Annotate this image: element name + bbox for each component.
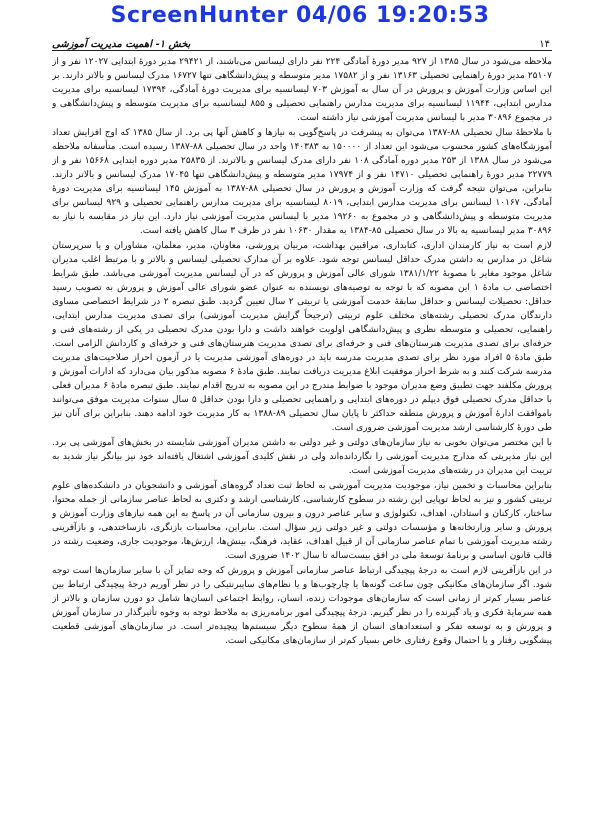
page-number: ۱۴ <box>539 39 550 50</box>
screenshot-watermark: ScreenHunter 04/06 19:20:53 <box>110 3 490 28</box>
paragraph: با این مختصر می‌توان بخوبی به نیاز سازمان‌های دولتی و غیر دولتی به داشتن مدیران آموزشی شایسته در بخش‌های آموزشی پی برد. این نیاز مدیریتی که مدارج مدیریت آموزشی را نگاردانده‌اند ولی در نقش کلیدی آموزشی اشتغال یافته‌اند خود نیز بیانگر نیاز شدید به تربیت این مدیران در رشته‌های مدیریت آموزشی است. <box>52 438 552 476</box>
paragraph: ملاحظه می‌شود در سال ۱۳۸۵ از ۹۲۷ مدیر دورهٔ آمادگی ۲۲۴ نفر دارای لیسانس می‌باشند، از ۲۹۴۲۱ مدیر دورهٔ ابتدایی ۱۲۰۲۷ نفر و از ۲۵۱۰۷ مدیر دورهٔ راهنمایی تحصیلی ۱۳۱۶۳ نفر و از ۱۷۵۸۲ مدیر متوسطه و پیش‌دانشگاهی تنها ۱۶۷۲۷ مدرک لیسانس و بالاتر دارند. بر این اساس وزارت آموزش و پرورش در آن سال به آموزش ۷۰۳ لیسانسیه برای مدیریت دورهٔ آمادگی، ۱۷۳۹۴ لیسانسیه برای مدیریت مدارس ابتدایی، ۱۱۹۴۴ لیسانسیه برای مدیریت مدارس راهنمایی تحصیلی و ۸۵۵ لیسانسیه برای مدیریت متوسطه و پیش‌دانشگاهی و در مجموع ۳۰۸۹۶ مدیر با لیسانس مدیریت آموزشی نیاز داشته است. <box>52 57 552 123</box>
page-body <box>52 55 552 819</box>
paragraph: در این بازآفرینی لازم است به درجهٔ پیچیدگی ارتباط عناصر سازمانی آموزش و پرورش که وجه تمایز آن با سایر سازمان‌ها است توجه شود. اگر سازمان‌های مکانیکی چون ساعت گونه‌ها یا چارچوب‌ها و یا نظام‌های سایبرنتیکی را در نظر آوریم درجهٔ پیچیدگی ارتباط بین عناصر بسیار کم‌تر از زمانی است که سازمان‌های موجودات زنده، انسان، روابط اجتماعی انسان‌ها شامل دو دورن سازمان و بالاتر از همه سرمایهٔ فکری و یاد گیرنده را در نظر گیریم. درجهٔ پیچیدگی امور برنامه‌ریزی به ملاحظ توجه به وجوه تأثیرگذار در سازمان آموزش و پرورش و به توسعه تفکر و استعدادهای انسان از همهٔ سطوح دیگر سیستم‌ها پیچیده‌تر است. در سازمان‌های آموزشی قطعیت پیشگویی رفتار و یا احتمال وقوع رفتاری خاص بسیار کم‌تر از سازمان‌های مکانیکی است. <box>52 566 552 646</box>
paragraph: بنابراین محاسبات و تخمین نیاز، موجودیت مدیریت آموزشی به لحاظ ثبت تعداد گروه‌های آموزشی و دانشجویان در دانشکده‌های علوم تربیتی کشور و نیز به لحاظ توپایی این رشته در سطوح کارشناسی، کارشناسی ارشد و دکتری به لحاظ عناصر سازمانی از جمله محتوا، ساختار، کارکنان و استادان، اهداف، تکنولوژی و سایر عناصر درون و بیرون سازمانی آن در پاسخ به این همه نیازهای وزارت آموزش و پرورش و سایر وزارتخانه‌ها و مؤسسات دولتی و غیر دولتی زیر سؤال است. بنابراین، محاسبات بازنگری، بازساختدهی، و بازآفرینی رشته مدیریت آموزشی با تمام عناصر سازمانی آن از قبیل اهداف، عقاید، فرهنگ، بینش‌ها، ارزش‌ها، موجودیت جاری، وضعیت رشته در قالب قانون اساسی و برنامهٔ توسعهٔ ملی در افق بیست‌ساله تا سال ۱۴۰۲ ضروری است. <box>52 481 552 561</box>
section-title: بخش ۱- اهمیت مدیریت آموزشی <box>52 39 191 50</box>
paragraph: لازم است به نیاز کارمندان اداری، کتابداری، مراقبین بهداشت، مربیان پرورشی، معاونان، مدیر، معلمان، مشاوران و یا سرپرستان شاغل در مدارس به داشتن مدرک حداقل لیسانس توجه شود. علاوه بر آن مدارک تحصیلی لیسانس و بالاتر و با مرتبط اغلب مدیران شاغل موجود مغایر با مصوبهٔ ۱۳۸۱/۱/۲۲ شورای عالی آموزش و پرورش که در آن لیسانس مدیریت آموزشی می‌باشد. طبق شرایط اختصاصی ب مادهٔ ۱ این مصوبه که با توجه به توصیه‌های نویسنده به عنوان عضو شورای عالی آموزش و پرورش به تصویب رسید حداقل: تحصیلات لیسانس و حداقل سابقهٔ خدمت آموزشی یا تربیتی ۲ سال تعیین گردید. طبق تبصره ۲ در شرایط اختصاصی مساوی دارندگان مدرک تحصیلی رشته‌های مختلف علوم تربیتی (ترجیحاً گرایش مدیریت آموزشی) برای تصدی مدیریت مدارس ابتدایی، راهنمایی، تحصیلی و متوسطه نظری و پیش‌دانشگاهی اولویت خواهند داشت و دارا بودن مدرک تحصیلی در یکی از رشته‌های فنی و حرفه‌ای برای تصدی مدیریت هنرستان‌های فنی و حرفه‌ای برای تصدی مدیریت هنرستان‌های فنی و حرفه‌ای و کاردانش الزامی است. طبق مادهٔ ۵ افراد مورد نظر برای تصدی مدیریت مدرسه باید در دوره‌های آموزشی مدیریت یا در آزمون احراز صلاحیت‌های مدیریت مدرسه شرکت کنند و به شرط احراز موفقیت ابلاغ مدیریت دریافت نمایند. طبق مادهٔ ۶ مصوبه مذکور بیان می‌دارد که ادارات آموزش و پرورش مکلفند جهت تطبیق وضع مدیران موجود با ضوابط مندرج در این مصوبه به تدریج اقدام نمایند. طبق تبصره مادهٔ ۶ مدیران فعلی با حداقل مدرک تحصیلی فوق دیپلم در دوره‌های ابتدایی و راهنمایی تحصیلی و دارا بودن حداقل ۵ سال سنوات مدیریت موفق می‌توانند باموافقت ادارهٔ آموزش و پرورش منطقه حداکثر تا پایان سال تحصیلی ۸۹-۱۳۸۸ به کار مدیریت خود ادامه دهند. بنابراین برای آنان نیز طی دورهٔ کارشناسی ارشد مدیریت آموزشی ضروری است. <box>52 241 552 433</box>
paragraph: با ملاحظهٔ سال تحصیلی ۸۸-۱۳۸۷ می‌توان به پیشرفت در پاسخ‌گویی به نیازها و کاهش آنها پی برد. از سال ۱۳۸۵ که اوج افزایش تعداد آموزشگاه‌های کشور محسوب می‌شود این تعداد از ۱۵۰۰۰۰ به ۱۴۰۳۸۳ واحد در سال تحصیلی ۸۸-۱۳۸۷ رسیده است. متأسفانه ملاحظه می‌شود در سال ۱۳۸۸ از ۲۵۳ مدیر دوره آمادگی ۱۰۸ نفر دارای مدرک لیسانس و بالاترند. از ۲۵۸۳۵ مدیر دوره ابتدایی ۱۵۶۶۸ نفر و از ۲۲۷۷۹ مدیر دورهٔ راهنمایی تحصیلی ۱۴۷۱۰ نفر و از ۱۷۹۷۴ مدیر متوسطه و پیش‌دانشگاهی تنها ۱۷۰۴۵ مدرک لیسانس و بالاتر دارند. بنابراین، می‌توان نتیجه گرفت که وزارت آموزش و پرورش در سال تحصیلی ۸۸-۱۳۸۷ به آموزش ۱۴۵ لیسانسیه برای مدیریت دورهٔ آمادگی، ۱۰۱۶۷ لیسانس برای مدیریت مدارس ابتدایی، ۸۰۱۹ لیسانسیه برای مدیریت مدارس راهنمایی تحصیلی و ۹۲۹ لیسانس برای مدیریت متوسطه و پیش‌دانشگاهی و در مجموع به ۱۹۲۶۰ مدیر با لیسانس مدیریت آموزشی نیاز دارد. این نیاز در مقایسه با نیاز به ۳۰۸۹۶ مدیر لیسانسیه به بالا در سال تحصیلی ۸۵-۱۳۸۴ به مقدار ۱۰۶۳۰ نفر در ظرف ۳ سال کاهش یافته است. <box>52 128 552 236</box>
header-rule <box>52 50 552 51</box>
page-header <box>52 32 550 50</box>
